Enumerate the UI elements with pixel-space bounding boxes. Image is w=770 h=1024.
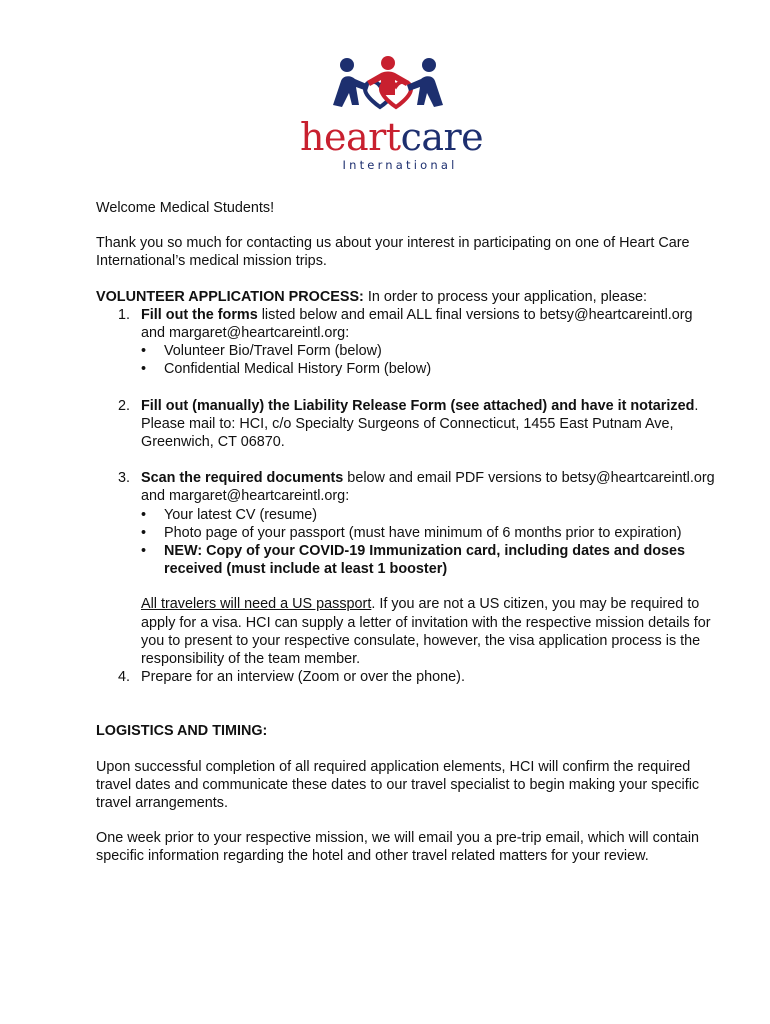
step-1: [96, 306, 716, 379]
list-item: • Photo page of your passport (must have minimum of 6 months prior to expiration): [141, 524, 716, 542]
steps-list-continued: [96, 668, 716, 686]
passport-note: [96, 595, 716, 668]
step-text: listed below and email ALL final versions to betsy@heartcareintl.org and margaret@heartcareintl.org:: [141, 306, 693, 342]
step-number: 3.: [118, 470, 131, 487]
volunteer-heading: VOLUNTEER APPLICATION PROCESS:: [96, 288, 364, 305]
step-3: [96, 469, 716, 578]
step-text: below and email PDF versions to betsy@heartcareintl.org and margaret@heartcareintl.org:: [141, 470, 715, 505]
passport-underlined: All travelers will need a US passport: [141, 596, 372, 613]
step-3-bullets: [141, 506, 716, 579]
logo-subtitle: International: [342, 158, 458, 172]
step-1-bullets: [141, 342, 716, 378]
step-text: Prepare for an interview (Zoom or over the phone).: [141, 669, 465, 686]
heartcare-logo: [300, 55, 484, 180]
logo-word-heart: heart: [300, 115, 401, 159]
logistics-paragraph-1: Upon successful completion of all required application elements, HCI will confirm the required travel dates and communicate these dates to our travel specialist to begin making your specific travel arrangements.: [96, 758, 700, 812]
steps-list: [96, 306, 716, 579]
greeting: Welcome Medical Students!: [96, 200, 275, 216]
list-item: • Confidential Medical History Form (below): [141, 360, 716, 378]
step-text: . Please mail to: HCI, c/o Specialty Surgeons of Connecticut, 1455 East Putnam Ave, Greenwich, CT 06870.: [141, 397, 699, 451]
list-item: • Your latest CV (resume): [141, 506, 716, 524]
covid-card-note: NEW: Copy of your COVID-19 Immunization card, including dates and doses received (must include at least 1 booster): [164, 543, 686, 578]
step-bold-text: Scan the required documents: [141, 470, 344, 487]
letter-body: [96, 199, 716, 866]
people-hearts-icon: [325, 55, 450, 115]
step-number: 1.: [118, 306, 131, 323]
step-number: 4.: [118, 669, 131, 686]
step-bold-text: Fill out (manually) the Liability Release Form (see attached) and have it notarized: [141, 397, 695, 414]
step-bold-text: Fill out the forms: [141, 306, 258, 323]
step-2: [96, 397, 716, 452]
logo-wordmark: [300, 115, 484, 159]
step-number: 2.: [118, 397, 131, 414]
list-item-bold: [141, 542, 716, 578]
list-item: • Volunteer Bio/Travel Form (below): [141, 342, 716, 360]
intro-paragraph: Thank you so much for contacting us about your interest in participating on one of Heart Care International’s medical mission trips.: [96, 235, 690, 270]
volunteer-lead: In order to process your application, please:: [363, 288, 648, 305]
logo-word-care: care: [400, 115, 484, 159]
logistics-heading: LOGISTICS AND TIMING:: [96, 723, 268, 740]
logistics-paragraph-2: One week prior to your respective mission, we will email you a pre-trip email, which will contain specific information regarding the hotel and other travel related matters for your review.: [96, 830, 700, 865]
volunteer-section: [96, 288, 716, 306]
step-4: [96, 668, 716, 686]
passport-text: . If you are not a US citizen, you may be required to apply for a visa. HCI can supply a letter of invitation with the respective mission details for you to present to your respective consulate, however, the visa application process is the responsibility of the team member.: [141, 596, 711, 668]
